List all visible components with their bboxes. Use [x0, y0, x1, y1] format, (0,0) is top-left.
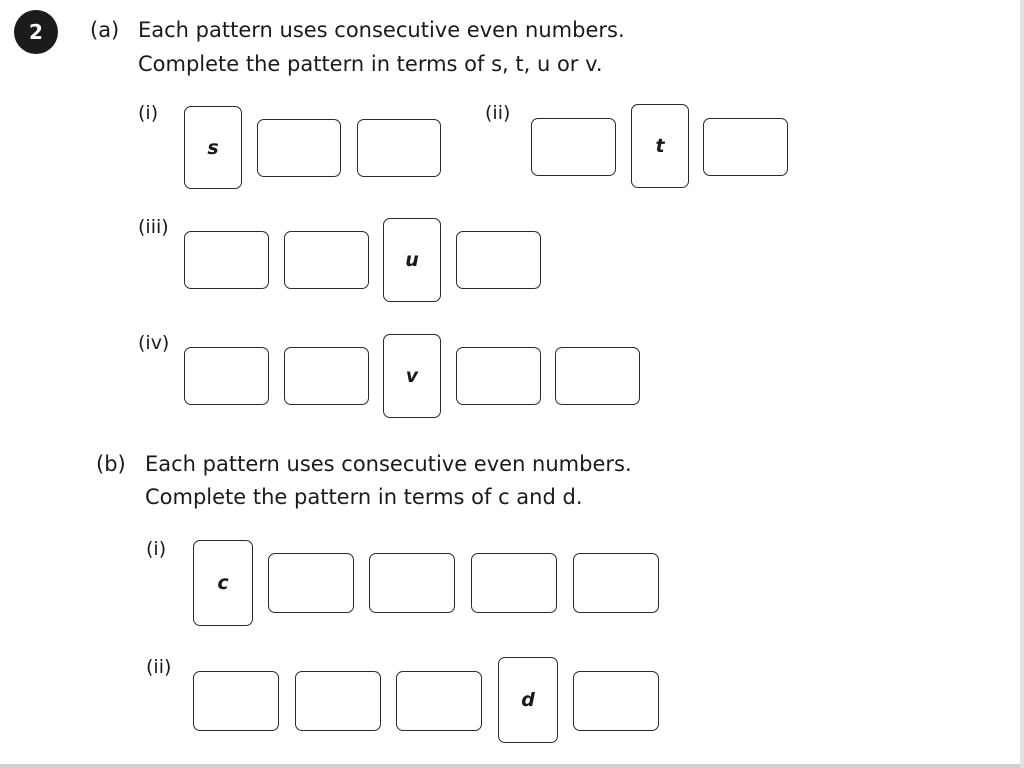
- pattern-a-i-answer-box-1[interactable]: [257, 119, 341, 177]
- part-a-instruction-line2: Complete the pattern in terms of s, t, u or v.: [138, 52, 603, 76]
- part-b-i-label: (i): [146, 538, 167, 560]
- variable-t: t: [655, 135, 665, 157]
- pattern-b-ii-answer-box-2[interactable]: [295, 671, 381, 731]
- pattern-a-iii-answer-box-1[interactable]: [184, 231, 269, 289]
- pattern-b-ii-answer-box-3[interactable]: [396, 671, 482, 731]
- pattern-a-ii-answer-box-2[interactable]: [703, 118, 788, 176]
- pattern-b-ii-answer-box-4[interactable]: [573, 671, 659, 731]
- pattern-b-i-answer-box-1[interactable]: [268, 553, 354, 613]
- pattern-a-ii-given-box: [631, 104, 689, 188]
- part-a-label: (a): [90, 18, 120, 42]
- variable-s: s: [207, 136, 219, 159]
- part-b-ii-label: (ii): [146, 656, 172, 678]
- part-a-iii-label: (iii): [138, 216, 169, 238]
- pattern-b-i-answer-box-2[interactable]: [369, 553, 455, 613]
- variable-c: c: [217, 572, 229, 594]
- part-a-ii-label: (ii): [485, 102, 511, 124]
- pattern-a-iv-given-box: [383, 334, 441, 418]
- variable-u: u: [405, 249, 419, 271]
- pattern-a-iv-answer-box-2[interactable]: [284, 347, 369, 405]
- pattern-b-i-answer-box-3[interactable]: [471, 553, 557, 613]
- variable-v: v: [405, 365, 419, 387]
- pattern-b-ii-answer-box-1[interactable]: [193, 671, 279, 731]
- pattern-a-iv-answer-box-3[interactable]: [456, 347, 541, 405]
- variable-d: d: [521, 689, 535, 711]
- pattern-a-iv-answer-box-1[interactable]: [184, 347, 269, 405]
- bottom-edge-divider: [0, 764, 1024, 768]
- pattern-a-ii-answer-box-1[interactable]: [531, 118, 616, 176]
- pattern-b-i-answer-box-4[interactable]: [573, 553, 659, 613]
- part-a-iv-label: (iv): [138, 332, 170, 354]
- pattern-a-iv-answer-box-4[interactable]: [555, 347, 640, 405]
- part-b-instruction-line2: Complete the pattern in terms of c and d.: [145, 485, 583, 509]
- part-a-instruction-line1: Each pattern uses consecutive even numbers.: [138, 18, 625, 42]
- pattern-a-iii-answer-box-2[interactable]: [284, 231, 369, 289]
- part-b-instruction-line1: Each pattern uses consecutive even numbers.: [145, 452, 632, 476]
- part-b-label: (b): [96, 452, 126, 476]
- pattern-a-iii-answer-box-3[interactable]: [456, 231, 541, 289]
- question-number-badge: [14, 10, 58, 54]
- part-a-i-label: (i): [138, 102, 159, 124]
- pattern-b-i-given-box: [193, 540, 253, 626]
- pattern-b-ii-given-box: [498, 657, 558, 743]
- pattern-a-i-given-box: [184, 106, 242, 189]
- pattern-a-iii-given-box: [383, 218, 441, 302]
- right-edge-divider: [1020, 0, 1024, 768]
- pattern-a-i-answer-box-2[interactable]: [357, 119, 441, 177]
- question-number: 2: [29, 20, 43, 44]
